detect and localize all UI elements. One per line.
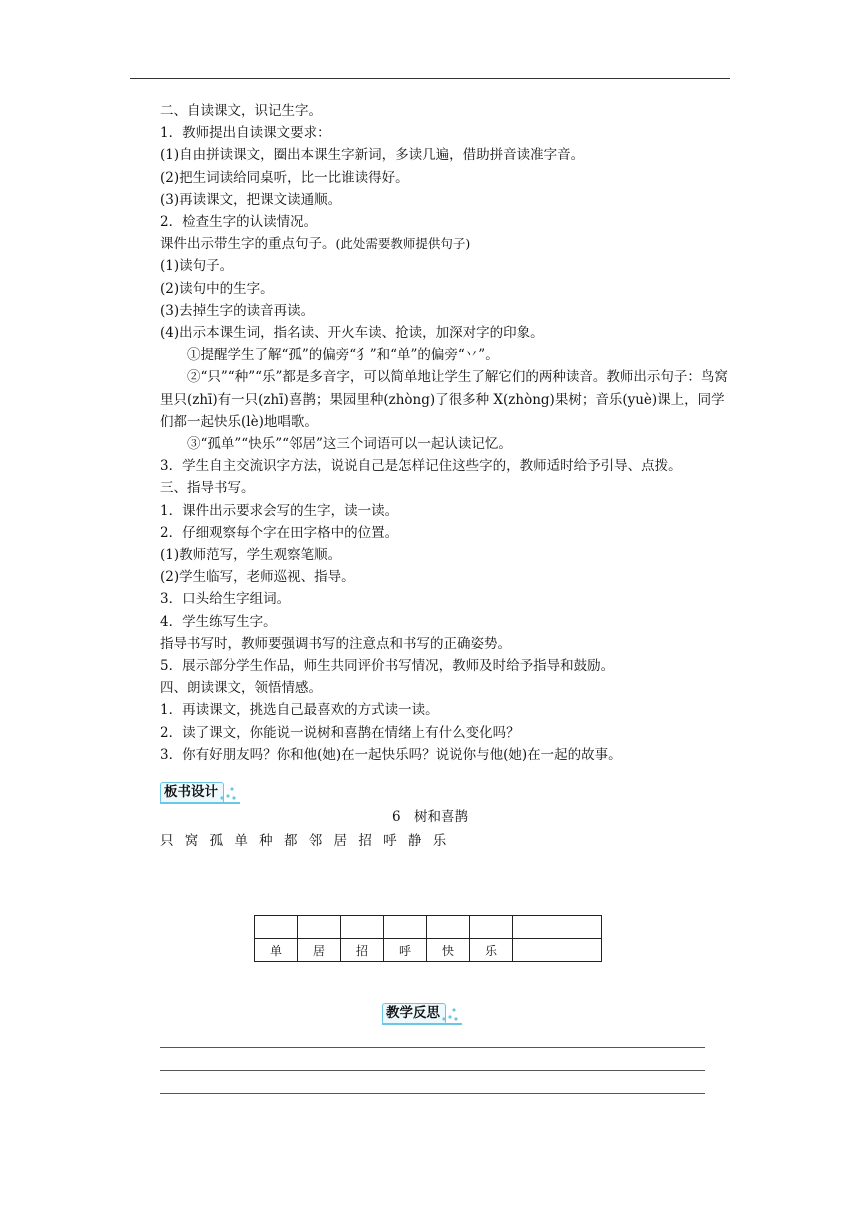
- text-line: (1)读句子。: [160, 258, 234, 275]
- grid-row: [255, 939, 602, 962]
- heading-label: 板书设计: [164, 784, 218, 800]
- text-line: 4．学生练写生字。: [160, 613, 277, 630]
- text-paragraph: ②“只”“种”“乐”都是多音字，可以简单地让学生了解它们的两种读音。教师出示句子：鸟窝里只(zhī)有一只(zhī)喜鹊；果园里种(zhòng)了很多种 X(zhòng)果树；音乐(yuè)课上，同学们都一起快乐(lè)地唱歌。: [160, 369, 728, 430]
- text-line: 3．口头给生字组词。: [160, 591, 291, 608]
- board-design-heading: [160, 782, 240, 804]
- grid-cell: 呼: [384, 939, 427, 962]
- grid-cell: [298, 916, 341, 939]
- lesson-body: [160, 100, 735, 766]
- text-line: 5．展示部分学生作品，师生共同评价书写情况，教师及时给予指导和鼓励。: [160, 658, 615, 675]
- text-line: 2．仔细观察每个字在田字格中的位置。: [160, 524, 399, 541]
- text-line: 2．检查生字的认读情况。: [160, 214, 318, 231]
- header-rule: [130, 78, 730, 79]
- text-line: ③“孤单”“快乐”“邻居”这三个词语可以一起认读记忆。: [187, 436, 512, 453]
- grid-cell: [513, 939, 602, 962]
- section-heading: 三、指导书写。: [160, 480, 255, 497]
- grid-cell: 乐: [470, 939, 513, 962]
- section-heading: 二、自读课文，识记生字。: [160, 103, 322, 119]
- grid-cell: [384, 916, 427, 939]
- grid-cell: 单: [255, 939, 298, 962]
- text-line: 指导书写时，教师要强调书写的注意点和书写的正确姿势。: [160, 635, 511, 652]
- text-line: (1)自由拼读课文，圈出本课生字新词，多读几遍，借助拼音读准字音。: [160, 147, 585, 164]
- grid-cell: 居: [298, 939, 341, 962]
- text-line: (2)把生词读给同桌听，比一比谁读得好。: [160, 169, 409, 186]
- grid-cell: [255, 916, 298, 939]
- text-line: 2．读了课文，你能说一说树和喜鹊在情绪上有什么变化吗？: [160, 724, 520, 741]
- text-line: [160, 233, 735, 255]
- heading-label: 教学反思: [386, 1005, 440, 1021]
- teacher-note: (此处需要教师提供句子): [335, 236, 471, 252]
- writing-grid: [254, 915, 602, 962]
- text-line: (2)读句中的生字。: [160, 280, 274, 297]
- decoration-dots-icon: [218, 784, 240, 802]
- grid-cell: [341, 916, 384, 939]
- reflection-line: [160, 1047, 705, 1048]
- grid-cell: [470, 916, 513, 939]
- grid-cell: [427, 916, 470, 939]
- grid-cell: 快: [427, 939, 470, 962]
- text-line: ①提醒学生了解“孤”的偏旁“犭”和“单”的偏旁“丷”。: [187, 347, 499, 364]
- grid-row: [255, 916, 602, 939]
- board-characters: 只 窝 孤 单 种 都 邻 居 招 呼 静 乐: [160, 833, 449, 849]
- text-line: 1．教师提出自读课文要求：: [160, 125, 331, 142]
- text-line: 3．学生自主交流识字方法，说说自己是怎样记住这些字的，教师适时给予引导、点拨。: [160, 458, 682, 475]
- text-line: 1．再读课文，挑选自己最喜欢的方式读一读。: [160, 702, 439, 719]
- reflection-line: [160, 1070, 705, 1071]
- decoration-dots-icon: [440, 1005, 462, 1023]
- grid-cell: [513, 916, 602, 939]
- text-span: 课件出示带生字的重点句子。: [160, 236, 336, 253]
- text-line: 3．你有好朋友吗？你和他(她)在一起快乐吗？说说你与他(她)在一起的故事。: [160, 746, 622, 763]
- grid-cell: 招: [341, 939, 384, 962]
- section-heading: 四、朗读课文，领悟情感。: [160, 680, 322, 697]
- text-line: (1)教师范写，学生观察笔顺。: [160, 547, 342, 564]
- text-line: (3)再读课文，把课文读通顺。: [160, 191, 342, 208]
- teaching-reflection-heading: [382, 1003, 462, 1025]
- text-line: (4)出示本课生词，指名读、开火车读、抢读，加深对字的印象。: [160, 325, 544, 342]
- text-line: (2)学生临写，老师巡视、指导。: [160, 569, 355, 586]
- text-line: (3)去掉生字的读音再读。: [160, 302, 315, 319]
- reflection-line: [160, 1093, 705, 1094]
- text-line: 1．课件出示要求会写的生字，读一读。: [160, 502, 399, 519]
- board-title: 6 树和喜鹊: [391, 809, 469, 825]
